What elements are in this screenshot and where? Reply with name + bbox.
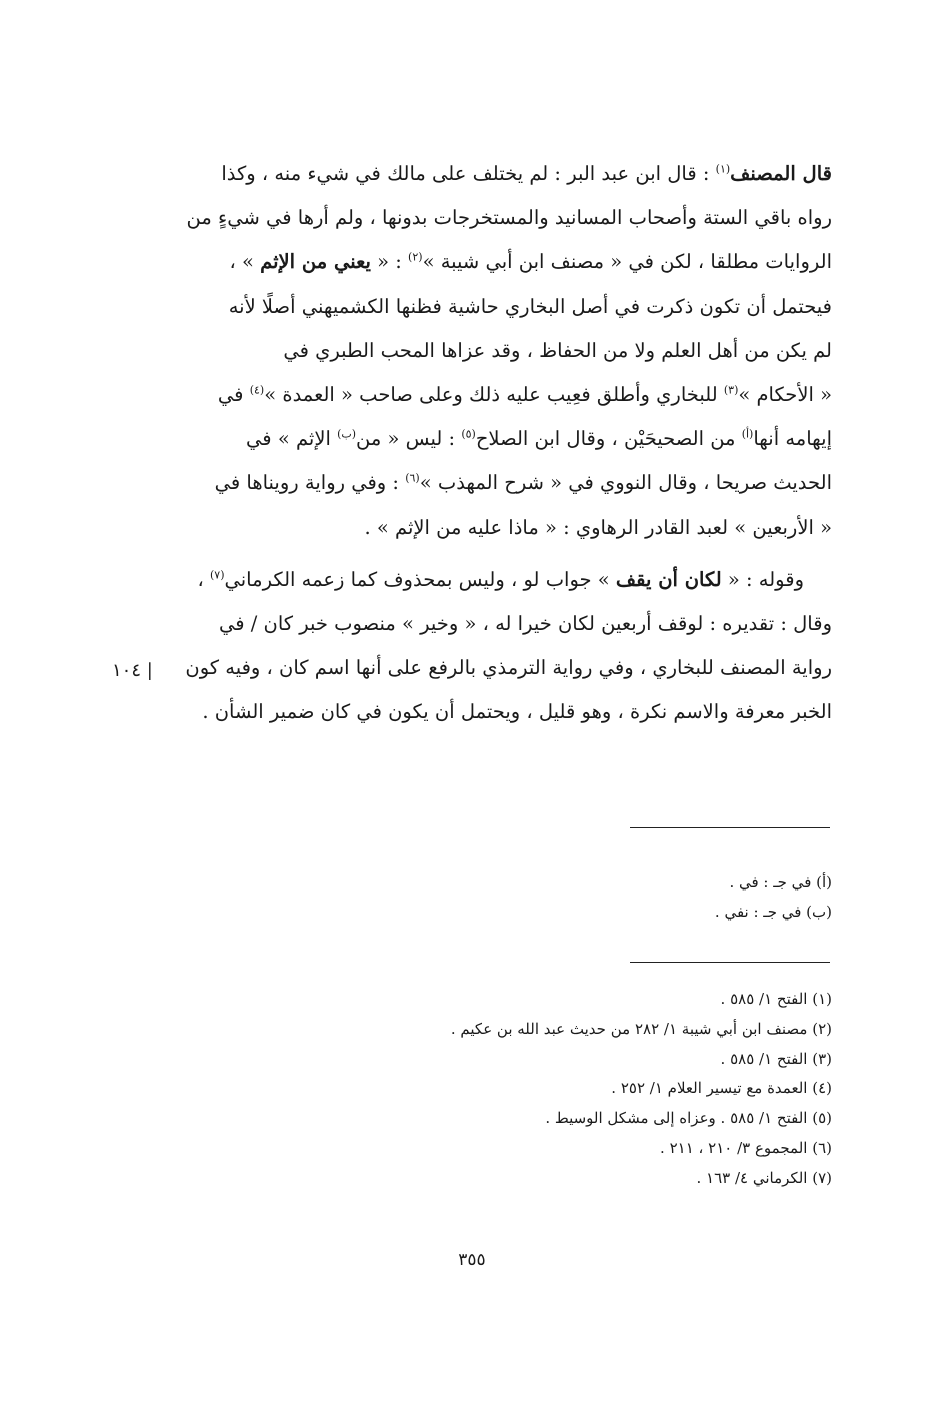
footnote-ref[interactable]: (٣) [723, 383, 739, 397]
footnote: (٦) المجموع ٣/ ٢١٠ ، ٢١١ . [660, 1138, 832, 1157]
text-run: : وفي رواية رويناها في [214, 471, 406, 495]
text-run: ، [197, 567, 210, 591]
paragraph-2 [168, 558, 832, 735]
bold-quote: لكان أن يقف [615, 567, 722, 591]
text-line: وقال : تقديره : لوقف أربعين لكان خيرا له ، « وخير » منصوب خبر كان / في [218, 611, 832, 635]
text-line: فيحتمل أن تكون ذكرت في أصل البخاري حاشية فظنها الكشميهني أصلًا لأنه [228, 294, 832, 318]
text-run: الإثم » في [246, 427, 338, 451]
text-run: « الأحكام » [738, 382, 832, 406]
text-run: : قال ابن عبد البر : لم يختلف على مالك في شيء منه ، وكذا [221, 162, 716, 185]
paragraph-1 [168, 152, 832, 550]
footnote: (١) الفتح ١/ ٥٨٥ . [720, 990, 832, 1008]
text-run: الروايات مطلقا ، لكن في « مصنف ابن أبي شيبة » [422, 250, 832, 274]
footnote: (٥) الفتح ١/ ٥٨٥ . وعزاه إلى مشكل الوسيط . [545, 1109, 832, 1128]
text-line [168, 558, 832, 602]
text-run: في [217, 382, 250, 406]
text-line [168, 461, 832, 505]
footnote: (٣) الفتح ١/ ٥٨٥ . [720, 1049, 832, 1068]
footnote: (٧) الكرماني ٤/ ١٦٣ . [696, 1168, 832, 1187]
footnote-ref[interactable]: (١) [715, 162, 731, 176]
footnote-ref[interactable]: (٧) [209, 568, 225, 582]
text-run: من الصحيحَيْن ، وقال ابن الصلاح [475, 427, 742, 451]
text-run: الحديث صريحا ، وقال النووي في « شرح المهذب » [419, 471, 832, 495]
footnotes [451, 985, 832, 1194]
variant-notes [715, 868, 832, 928]
text-line: « الأربعين » لعبد القادر الرهاوي : « ماذا عليه من الإثم » . [364, 515, 832, 539]
bold-quote: يعني من الإثم [260, 250, 371, 274]
text-line [168, 417, 832, 461]
footnote-ref[interactable]: (٢) [408, 250, 423, 264]
text-line [168, 152, 832, 196]
text-run: إيهامه أنها [753, 427, 832, 451]
text-line: لم يكن من أهل العلم ولا من الحفاظ ، وقد عزاها المحب الطبري في [283, 338, 832, 362]
footnote-divider [630, 962, 830, 963]
text-run: وقوله : « [721, 567, 804, 591]
main-text [168, 152, 832, 734]
footnote-ref[interactable]: (٦) [405, 471, 420, 485]
footnote-ref[interactable]: (٤) [249, 383, 265, 397]
variant-note: (أ) في جـ : في . [729, 873, 832, 891]
text-line [168, 240, 832, 284]
text-line [168, 373, 832, 417]
variant-ref[interactable]: (ب) [337, 427, 357, 441]
footnote-divider [630, 827, 830, 828]
text-run: : ليس « من [356, 427, 462, 451]
manuscript-folio-marker: | ١٠٤ [112, 660, 153, 681]
footnote-ref[interactable]: (٥) [461, 427, 476, 441]
page-number: ٣٥٥ [458, 1250, 486, 1270]
footnote: (٢) مصنف ابن أبي شيبة ١/ ٢٨٢ من حديث عبد الله بن عكيم . [450, 1019, 832, 1038]
text-run: » ، [229, 250, 261, 274]
text-line: الخبر معرفة والاسم نكرة ، وهو قليل ، ويحتمل أن يكون في كان ضمير الشأن . [202, 700, 832, 724]
text-run: » جواب لو ، وليس بمحذوف كما زعمه الكرماني [224, 567, 616, 591]
text-run: : « [370, 250, 409, 274]
bold-heading: قال المصنف [730, 162, 832, 185]
footnote: (٤) العمدة مع تيسير العلام ١/ ٢٥٢ . [611, 1079, 832, 1098]
text-line: رواه باقي الستة وأصحاب المسانيد والمستخرجات بدونها ، ولم أرها في شيءٍ من [186, 206, 832, 230]
text-line: رواية المصنف للبخاري ، وفي رواية الترمذي بالرفع على أنها اسم كان ، وفيه كون [185, 656, 832, 680]
variant-ref[interactable]: (أ) [741, 427, 754, 441]
text-run: للبخاري وأطلق فعِيب عليه ذلك وعلى صاحب « العمدة » [264, 382, 724, 406]
variant-note: (ب) في جـ : نفي . [714, 902, 832, 921]
